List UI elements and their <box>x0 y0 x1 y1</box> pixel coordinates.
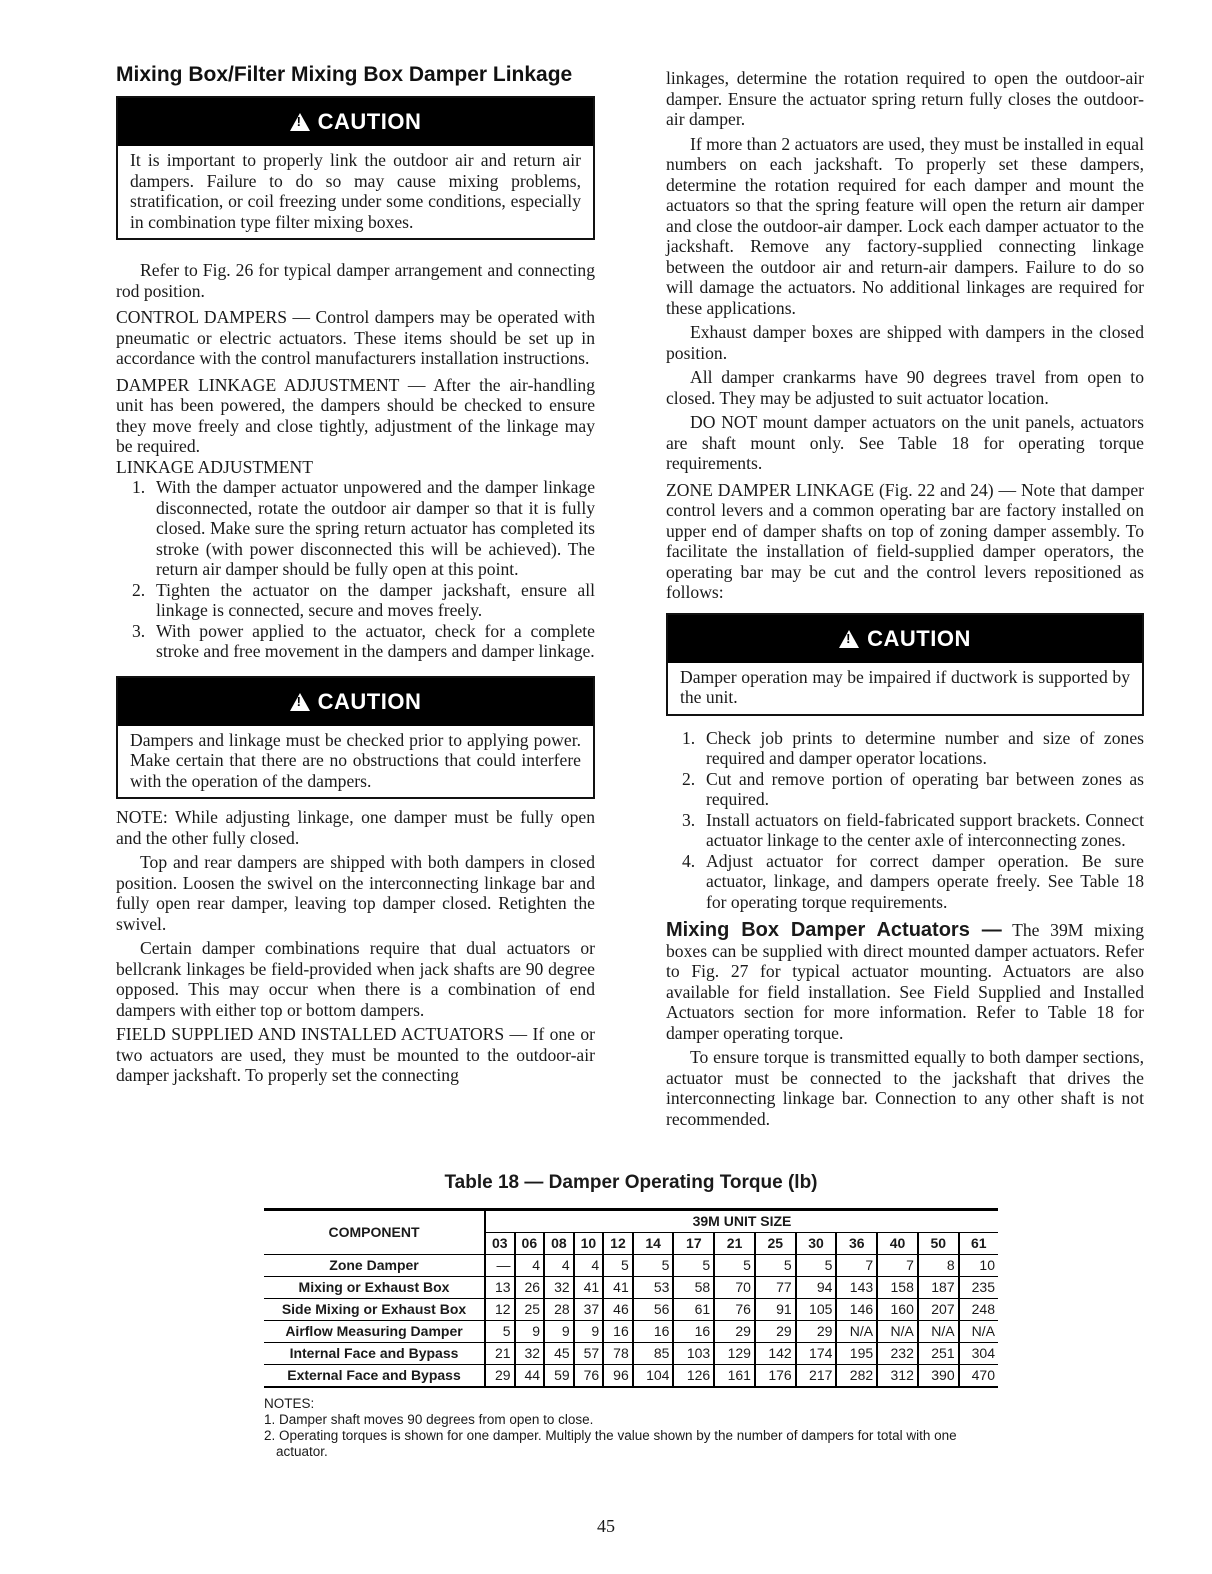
table-cell: 126 <box>673 1365 714 1388</box>
table-cell: 207 <box>918 1299 959 1321</box>
size-header: 30 <box>796 1233 837 1255</box>
table-cell: 5 <box>603 1255 633 1277</box>
table-cell: 25 <box>515 1299 545 1321</box>
table-cell: 248 <box>959 1299 998 1321</box>
table-cell: 41 <box>603 1277 633 1299</box>
list-item <box>116 580 595 621</box>
table-cell: 390 <box>918 1365 959 1388</box>
table-cell: 5 <box>714 1255 755 1277</box>
list-number: 1. <box>682 727 696 748</box>
caution-header <box>668 615 1142 663</box>
page-number: 45 <box>597 1516 615 1536</box>
table-cell: 76 <box>574 1365 604 1388</box>
paragraph: DAMPER LINKAGE ADJUSTMENT — After the air-handling unit has been powered, the dampers should be checked to ensure they move freely and close tightly, adjustment of the linkage may be required. <box>116 374 595 456</box>
list-number: 2. <box>132 579 146 600</box>
table-cell: 32 <box>544 1277 574 1299</box>
column-group-header: 39M UNIT SIZE <box>485 1210 998 1233</box>
caution-header <box>118 98 593 146</box>
table-cell: 16 <box>603 1321 633 1343</box>
right-column <box>666 68 1144 1129</box>
warning-triangle-icon <box>290 113 310 131</box>
list-item <box>666 728 1144 769</box>
list-text: Check job prints to determine number and size of zones required and damper operator locations. <box>706 727 1144 768</box>
table-cell: 4 <box>515 1255 545 1277</box>
size-header: 10 <box>574 1233 604 1255</box>
table-title: Table 18 — Damper Operating Torque (lb) <box>444 1172 818 1193</box>
table-cell: 76 <box>714 1299 755 1321</box>
size-header: 25 <box>755 1233 796 1255</box>
table-cell: 232 <box>877 1343 918 1365</box>
warning-triangle-icon <box>290 693 310 711</box>
table-cell: 103 <box>673 1343 714 1365</box>
table-cell: 94 <box>796 1277 837 1299</box>
notes-heading: NOTES: <box>264 1396 315 1411</box>
table-cell: 70 <box>714 1277 755 1299</box>
table-cell: 105 <box>796 1299 837 1321</box>
caution-text: Damper operation may be impaired if ductwork is supported by the unit. <box>680 666 1130 707</box>
table-row <box>264 1255 998 1277</box>
torque-table <box>264 1208 998 1388</box>
table-cell: 176 <box>755 1365 796 1388</box>
table-cell: 37 <box>574 1299 604 1321</box>
section-heading: Mixing Box/Filter Mixing Box Damper Linkage <box>116 63 573 86</box>
table-cell: 56 <box>633 1299 674 1321</box>
list-number: 3. <box>132 620 146 641</box>
table-row <box>264 1299 998 1321</box>
paragraph: NOTE: While adjusting linkage, one damper must be fully open and the other fully closed. <box>116 807 595 848</box>
table-cell: N/A <box>877 1321 918 1343</box>
caution-header <box>118 678 593 726</box>
table-cell: 44 <box>515 1365 545 1388</box>
caution-label: CAUTION <box>317 109 422 134</box>
table-cell: 161 <box>714 1365 755 1388</box>
table-cell: 4 <box>574 1255 604 1277</box>
table-cell: 174 <box>796 1343 837 1365</box>
table-cell: 45 <box>544 1343 574 1365</box>
table-row <box>264 1321 998 1343</box>
paragraph: ZONE DAMPER LINKAGE (Fig. 22 and 24) — Note that damper control levers and a common operating bar are factory installed on upper end of damper shafts on top of zoning damper assembly. To facilitate the installation of field-supplied damper operators, the operating bar may be cut and the control levers repositioned as follows: <box>666 479 1144 602</box>
paragraph: FIELD SUPPLIED AND INSTALLED ACTUATORS — If one or two actuators are used, they must be mounted to the outdoor-air damper jackshaft. To properly set the connecting <box>116 1024 595 1085</box>
size-header: 17 <box>673 1233 714 1255</box>
list-item <box>666 810 1144 851</box>
row-label: Mixing or Exhaust Box <box>264 1277 485 1299</box>
table-cell: 96 <box>603 1365 633 1388</box>
table-cell: 10 <box>959 1255 998 1277</box>
table-cell: 57 <box>574 1343 604 1365</box>
paragraph: Exhaust damper boxes are shipped with dampers in the closed position. <box>666 322 1144 363</box>
caution-label: CAUTION <box>317 688 422 714</box>
table-cell: 312 <box>877 1365 918 1388</box>
size-header: 21 <box>714 1233 755 1255</box>
column-header-component: COMPONENT <box>264 1210 485 1255</box>
paragraph: linkages, determine the rotation required to open the outdoor-air damper. Ensure the actuator spring return fully closes the outdoor-air damper. <box>666 68 1144 129</box>
size-header: 36 <box>836 1233 877 1255</box>
caution-box <box>116 96 595 240</box>
paragraph: DO NOT mount damper actuators on the unit panels, actuators are shaft mount only. See Table 18 for operating torque requirements. <box>666 412 1144 473</box>
subsection-heading: Mixing Box Damper Actuators — <box>666 919 1002 941</box>
caution-box <box>116 676 595 800</box>
paragraph: CONTROL DAMPERS — Control dampers may be operated with pneumatic or electric actuators. These items should be set up in accordance with the control manufacturers installation instructions. <box>116 307 595 368</box>
table-cell: 4 <box>544 1255 574 1277</box>
row-label: Internal Face and Bypass <box>264 1343 485 1365</box>
numbered-list <box>116 477 595 662</box>
list-item <box>116 477 595 580</box>
table-cell: 58 <box>673 1277 714 1299</box>
table-cell: 5 <box>633 1255 674 1277</box>
table-cell: N/A <box>918 1321 959 1343</box>
table-cell: 26 <box>515 1277 545 1299</box>
table-cell: 195 <box>836 1343 877 1365</box>
size-header: 50 <box>918 1233 959 1255</box>
list-number: 1. <box>132 477 146 497</box>
table-cell: — <box>485 1255 515 1277</box>
table-cell: 187 <box>918 1277 959 1299</box>
size-header: 06 <box>515 1233 545 1255</box>
table-cell: 5 <box>755 1255 796 1277</box>
row-label: Airflow Measuring Damper <box>264 1321 485 1343</box>
table-cell: 282 <box>836 1365 877 1388</box>
table-row <box>264 1365 998 1388</box>
table-cell: 235 <box>959 1277 998 1299</box>
table-cell: 29 <box>796 1321 837 1343</box>
torque-table-section <box>264 1172 998 1460</box>
table-notes <box>264 1396 998 1460</box>
table-cell: 158 <box>877 1277 918 1299</box>
table-cell: 304 <box>959 1343 998 1365</box>
paragraph-heading: LINKAGE ADJUSTMENT <box>116 456 313 477</box>
caution-box <box>666 613 1144 716</box>
table-row <box>264 1277 998 1299</box>
table-cell: 146 <box>836 1299 877 1321</box>
left-column <box>116 62 595 1086</box>
table-cell: 8 <box>918 1255 959 1277</box>
caution-label: CAUTION <box>867 625 971 651</box>
table-cell: 78 <box>603 1343 633 1365</box>
table-cell: 29 <box>755 1321 796 1343</box>
warning-triangle-icon <box>839 630 859 648</box>
table-cell: 13 <box>485 1277 515 1299</box>
caution-text: It is important to properly link the outdoor air and return air dampers. Failure to do so may cause mixing problems, stratification, or coil freezing under some conditions, especially in combination type filter mixing boxes. <box>130 150 581 232</box>
list-text: Install actuators on field-fabricated support brackets. Connect actuator linkage to the center axle of interconnecting zones. <box>706 809 1144 850</box>
table-cell: 7 <box>877 1255 918 1277</box>
table-cell: 251 <box>918 1343 959 1365</box>
table-cell: 16 <box>633 1321 674 1343</box>
list-text: Adjust actuator for correct damper operation. Be sure actuator, linkage, and dampers operate freely. See Table 18 for operating torque requirements. <box>706 850 1144 912</box>
table-cell: 12 <box>485 1299 515 1321</box>
size-header: 12 <box>603 1233 633 1255</box>
table-cell: 53 <box>633 1277 674 1299</box>
table-cell: 32 <box>515 1343 545 1365</box>
table-cell: 46 <box>603 1299 633 1321</box>
paragraph: Certain damper combinations require that dual actuators or bellcrank linkages be field-provided when jack shafts are 90 degree opposed. This may occur when there is a combination of end dampers with either top or bottom dampers. <box>116 938 595 1020</box>
paragraph: Refer to Fig. 26 for typical damper arrangement and connecting rod position. <box>116 260 595 301</box>
table-cell: 91 <box>755 1299 796 1321</box>
table-cell: 470 <box>959 1365 998 1388</box>
size-header: 61 <box>959 1233 998 1255</box>
table-cell: 77 <box>755 1277 796 1299</box>
table-cell: 5 <box>485 1321 515 1343</box>
table-cell: 217 <box>796 1365 837 1388</box>
size-header: 40 <box>877 1233 918 1255</box>
paragraph: Top and rear dampers are shipped with both dampers in closed position. Loosen the swivel on the interconnecting linkage bar and fully open rear damper, leaving top damper closed. Retighten the swivel. <box>116 852 595 934</box>
table-cell: N/A <box>959 1321 998 1343</box>
list-item <box>666 851 1144 913</box>
list-number: 2. <box>682 768 696 789</box>
table-cell: 7 <box>836 1255 877 1277</box>
paragraph-text: The 39M mixing boxes can be supplied with direct mounted damper actuators. Refer to Fig. 27 for typical actuator mounting. Actuators are also available for field installation. See Field Supplied and Installed Actuators section for more information. Refer to Table 18 for damper operating torque. <box>666 920 1144 1043</box>
table-cell: 59 <box>544 1365 574 1388</box>
size-header: 03 <box>485 1233 515 1255</box>
table-cell: 21 <box>485 1343 515 1365</box>
list-text: With the damper actuator unpowered and the damper linkage disconnected, rotate the outdoor air damper so that it is fully closed. Make sure the spring return actuator has completed its stroke (with power disconnected this will be achieved). The return air damper should be fully open at this point. <box>156 477 595 579</box>
table-cell: 143 <box>836 1277 877 1299</box>
table-cell: 85 <box>633 1343 674 1365</box>
paragraph: To ensure torque is transmitted equally to both damper sections, actuator must be connected to the jackshaft that drives the interconnecting linkage bar. Connection to any other shaft is not recommended. <box>666 1047 1144 1129</box>
list-item <box>666 769 1144 810</box>
table-cell: 16 <box>673 1321 714 1343</box>
size-header: 08 <box>544 1233 574 1255</box>
table-row <box>264 1343 998 1365</box>
list-item <box>116 621 595 662</box>
table-cell: 5 <box>673 1255 714 1277</box>
row-label: External Face and Bypass <box>264 1365 485 1388</box>
table-cell: 142 <box>755 1343 796 1365</box>
paragraph: All damper crankarms have 90 degrees travel from open to closed. They may be adjusted to suit actuator location. <box>666 367 1144 408</box>
paragraph: If more than 2 actuators are used, they must be installed in equal numbers on each jackshaft. To properly set these dampers, determine the rotation required for each damper and mount the actuators so that the spring feature will open the return air damper and close the outdoor-air damper. Lock each damper actuator to the jackshaft. Remove any factory-supplied connecting linkage between the outdoor air and return-air dampers. Failure to do so will damage the actuators. No additional linkages are required for these applications. <box>666 133 1144 318</box>
table-cell: 104 <box>633 1365 674 1388</box>
numbered-list <box>666 728 1144 913</box>
list-text: Cut and remove portion of operating bar between zones as required. <box>706 768 1144 809</box>
table-cell: 41 <box>574 1277 604 1299</box>
table-cell: 129 <box>714 1343 755 1365</box>
caution-text: Dampers and linkage must be checked prior to applying power. Make certain that there are no obstructions that could interfere with the operation of the dampers. <box>130 729 581 791</box>
table-cell: 5 <box>796 1255 837 1277</box>
note-item: 1. Damper shaft moves 90 degrees from open to close. <box>264 1412 594 1427</box>
list-text: Tighten the actuator on the damper jackshaft, ensure all linkage is connected, secure and moves freely. <box>156 579 595 620</box>
paragraph <box>666 920 1144 1043</box>
table-cell: 9 <box>544 1321 574 1343</box>
table-cell: 61 <box>673 1299 714 1321</box>
list-number: 3. <box>682 809 696 830</box>
table-cell: N/A <box>836 1321 877 1343</box>
row-label: Side Mixing or Exhaust Box <box>264 1299 485 1321</box>
size-header: 14 <box>633 1233 674 1255</box>
table-cell: 28 <box>544 1299 574 1321</box>
note-item: 2. Operating torques is shown for one damper. Multiply the value shown by the number of dampers for total with one actuator. <box>264 1428 957 1459</box>
table-cell: 29 <box>485 1365 515 1388</box>
table-cell: 9 <box>515 1321 545 1343</box>
table-cell: 9 <box>574 1321 604 1343</box>
list-text: With power applied to the actuator, check for a complete stroke and free movement in the dampers and damper linkage. <box>156 620 595 661</box>
table-cell: 29 <box>714 1321 755 1343</box>
row-label: Zone Damper <box>264 1255 485 1277</box>
list-number: 4. <box>682 850 696 871</box>
table-cell: 160 <box>877 1299 918 1321</box>
